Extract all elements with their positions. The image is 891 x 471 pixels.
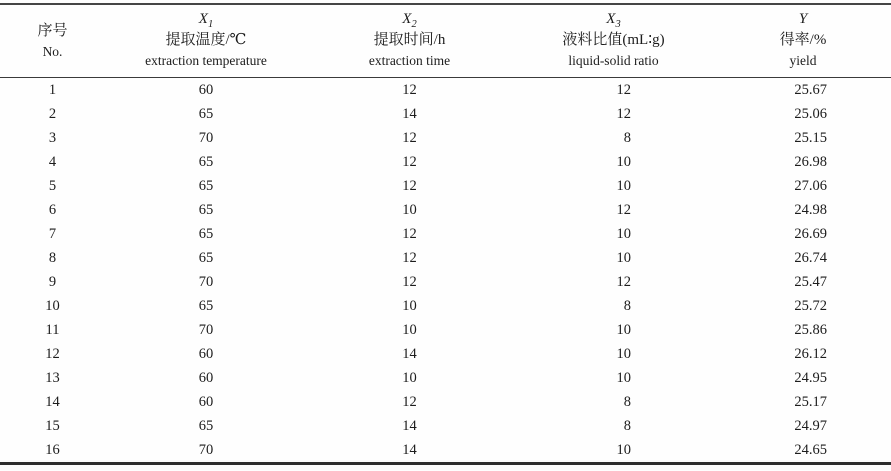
cell-no: 14 — [45, 393, 60, 410]
table-header — [0, 4, 891, 78]
cell-y: 24.98 — [794, 201, 827, 218]
table-row — [0, 318, 891, 342]
cell-y: 25.47 — [794, 273, 827, 290]
cell-x3: 12 — [616, 201, 631, 218]
header-en-x1: extraction temperature — [145, 53, 267, 68]
table-body — [0, 78, 891, 464]
table-row — [0, 366, 891, 390]
cell-y: 24.97 — [794, 417, 827, 434]
cell-y: 25.86 — [794, 321, 827, 338]
header-zh-no: 序号 — [37, 22, 68, 39]
symbol-letter: X — [606, 11, 616, 27]
symbol-letter: Y — [798, 11, 808, 27]
cell-x2: 12 — [402, 273, 417, 290]
header-row — [0, 4, 891, 78]
col-header-x3 — [512, 4, 715, 78]
variable-symbol-x1 — [105, 10, 307, 29]
cell-y: 26.12 — [794, 345, 827, 362]
doe-results-table — [0, 3, 891, 465]
cell-x2: 12 — [402, 393, 417, 410]
cell-x3: 8 — [623, 297, 631, 314]
cell-x3: 10 — [616, 153, 631, 170]
cell-y: 25.72 — [794, 297, 827, 314]
cell-x3: 8 — [623, 129, 631, 146]
col-header-x2 — [307, 4, 512, 78]
cell-x3: 12 — [616, 81, 631, 98]
header-en-no: No. — [42, 43, 63, 59]
table-row — [0, 102, 891, 126]
table-row — [0, 246, 891, 270]
variable-symbol-x3 — [512, 10, 715, 29]
cell-no: 10 — [45, 297, 60, 314]
cell-y: 25.06 — [794, 105, 827, 122]
cell-no: 9 — [48, 273, 57, 290]
cell-x3: 10 — [616, 177, 631, 194]
table-row — [0, 126, 891, 150]
cell-no: 7 — [48, 225, 57, 242]
cell-x3: 10 — [616, 345, 631, 362]
header-en-x2: extraction time — [368, 53, 451, 68]
cell-x1: 60 — [198, 369, 214, 386]
cell-x1: 60 — [198, 345, 214, 362]
cell-x2: 12 — [402, 177, 417, 194]
cell-y: 24.95 — [794, 369, 827, 386]
col-header-no — [0, 4, 105, 78]
header-zh-x1: 提取温度/℃ — [165, 32, 247, 48]
cell-x1: 60 — [198, 393, 214, 410]
cell-x2: 10 — [402, 369, 417, 386]
cell-y: 26.98 — [794, 153, 827, 170]
cell-no: 4 — [48, 153, 57, 170]
col-header-x1 — [105, 4, 307, 78]
header-en-x3: liquid-solid ratio — [568, 53, 659, 68]
table-row — [0, 78, 891, 103]
header-en-y: yield — [789, 53, 817, 68]
cell-y: 25.15 — [794, 129, 827, 146]
symbol-letter: X — [198, 11, 208, 27]
cell-no: 3 — [48, 129, 57, 146]
cell-x2: 12 — [402, 249, 417, 266]
cell-x3: 8 — [623, 417, 631, 434]
cell-y: 26.74 — [794, 249, 827, 266]
variable-symbol-y — [715, 10, 891, 29]
cell-x1: 70 — [198, 441, 214, 458]
cell-y: 27.06 — [794, 177, 827, 194]
cell-x3: 10 — [616, 369, 631, 386]
symbol-letter: X — [402, 11, 412, 27]
cell-x2: 12 — [402, 129, 417, 146]
cell-x2: 12 — [402, 153, 417, 170]
cell-x1: 65 — [198, 417, 214, 434]
cell-x1: 65 — [198, 297, 214, 314]
cell-no: 16 — [45, 441, 60, 458]
cell-x1: 70 — [198, 129, 214, 146]
cell-x2: 14 — [402, 417, 417, 434]
cell-x2: 14 — [402, 345, 417, 362]
cell-no: 15 — [45, 417, 60, 434]
variable-symbol-x2 — [307, 10, 512, 29]
cell-no: 1 — [48, 81, 57, 98]
cell-x3: 12 — [616, 273, 631, 290]
cell-x2: 14 — [402, 105, 417, 122]
cell-x1: 65 — [198, 201, 214, 218]
cell-y: 25.17 — [794, 393, 827, 410]
cell-no: 2 — [48, 105, 57, 122]
cell-y: 25.67 — [794, 81, 827, 98]
cell-no: 12 — [45, 345, 60, 362]
cell-no: 5 — [48, 177, 57, 194]
cell-x3: 12 — [616, 105, 631, 122]
cell-x1: 70 — [198, 273, 214, 290]
cell-no: 11 — [45, 321, 60, 338]
cell-x2: 12 — [402, 81, 417, 98]
cell-x1: 65 — [198, 225, 214, 242]
cell-x2: 14 — [402, 441, 417, 458]
cell-x1: 60 — [198, 81, 214, 98]
table-row — [0, 414, 891, 438]
cell-x3: 8 — [623, 393, 631, 410]
cell-x1: 65 — [198, 105, 214, 122]
table-row — [0, 150, 891, 174]
table-row — [0, 438, 891, 464]
table-row — [0, 174, 891, 198]
symbol-subscript: 3 — [615, 19, 621, 30]
cell-x1: 70 — [198, 321, 214, 338]
table-row — [0, 198, 891, 222]
cell-y: 24.65 — [794, 441, 827, 458]
table-row — [0, 270, 891, 294]
header-zh-y: 得率/% — [779, 32, 827, 48]
cell-no: 6 — [48, 201, 57, 218]
cell-x1: 65 — [198, 153, 214, 170]
table-row — [0, 342, 891, 366]
table-row — [0, 390, 891, 414]
cell-x2: 10 — [402, 297, 417, 314]
cell-x3: 10 — [616, 441, 631, 458]
cell-x3: 10 — [616, 225, 631, 242]
table-row — [0, 294, 891, 318]
symbol-subscript: 1 — [207, 19, 214, 30]
cell-x2: 10 — [402, 201, 417, 218]
cell-x2: 12 — [402, 225, 417, 242]
cell-x2: 10 — [402, 321, 417, 338]
cell-x3: 10 — [616, 321, 631, 338]
col-header-y — [715, 4, 891, 78]
cell-x1: 65 — [198, 177, 214, 194]
cell-no: 13 — [45, 369, 60, 386]
cell-x1: 65 — [198, 249, 214, 266]
header-zh-x2: 提取时间/h — [373, 32, 446, 48]
cell-x3: 10 — [616, 249, 631, 266]
cell-y: 26.69 — [794, 225, 827, 242]
table-row — [0, 222, 891, 246]
header-zh-x3: 液料比值(mL∶g) — [562, 32, 665, 48]
symbol-subscript: 2 — [411, 19, 417, 30]
cell-no: 8 — [48, 249, 57, 266]
